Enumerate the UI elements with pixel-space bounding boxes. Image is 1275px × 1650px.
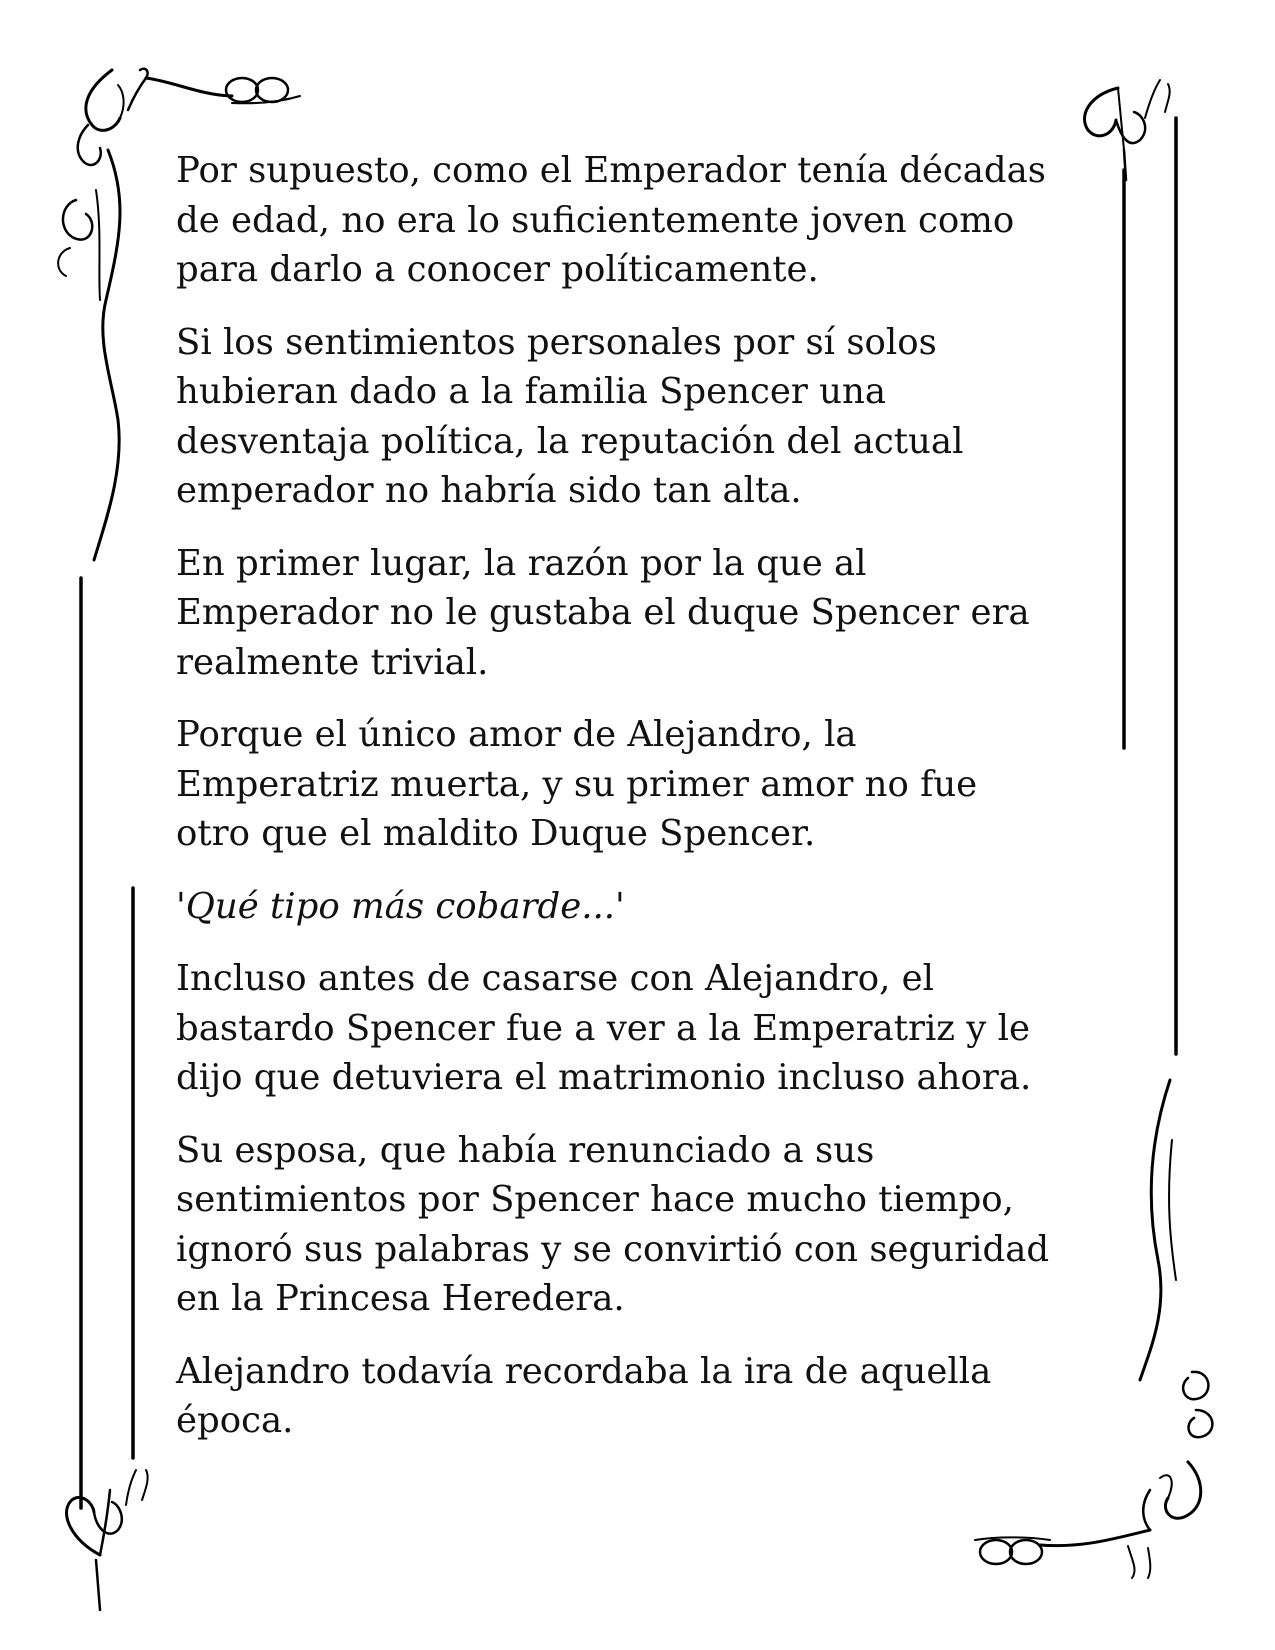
paragraph-2: Si los sentimientos personales por sí solos hubieran dado a la familia Spencer una desventaja política, la reputación del actual emperador no habría sido tan alta.	[176, 321, 964, 511]
bottom-left-flourish-icon	[67, 1470, 148, 1610]
paragraph-1: Por supuesto, como el Emperador tenía décadas de edad, no era lo suficientemente joven como para darlo a conocer políticamente.	[176, 150, 1047, 290]
paragraph-4: Porque el único amor de Alejandro, la Emperatriz muerta, y su primer amor no fue otro que el maldito Duque Spencer.	[176, 714, 978, 854]
paragraph-3: En primer lugar, la razón por la que al Emperador no le gustaba el duque Spencer era realmente trivial.	[176, 542, 1030, 683]
paragraph-6: Incluso antes de casarse con Alejandro, el bastardo Spencer fue a ver a la Emperatriz y le dijo que detuviera el matrimonio incluso ahora.	[176, 958, 1032, 1098]
paragraph-7: Su esposa, que había renunciado a sus sentimientos por Spencer hace mucho tiempo, ignoró sus palabras y se convirtió con seguridad en la Princesa Heredera.	[176, 1129, 1050, 1319]
story-text	[176, 146, 1106, 1469]
paragraph-8: Alejandro todavía recordaba la ira de aquella época.	[176, 1350, 992, 1441]
paragraph-5-thought: 'Qué tipo más cobarde...'	[176, 885, 625, 927]
